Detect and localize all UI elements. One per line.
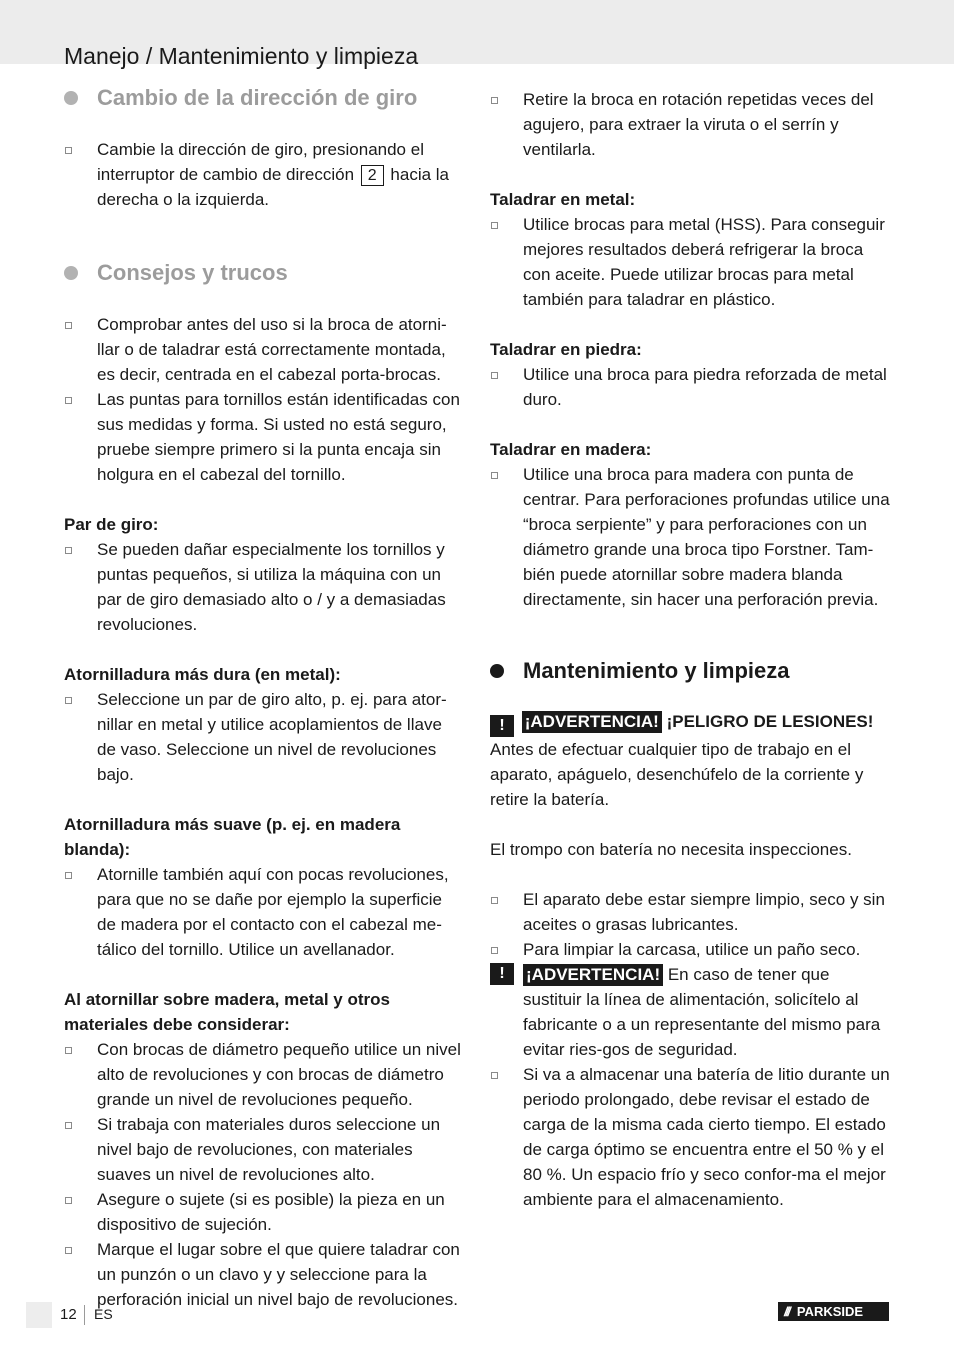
section-maintenance-title: Mantenimiento y limpieza — [490, 657, 890, 685]
battery-list — [490, 1062, 890, 1212]
drill-retract-list — [490, 87, 890, 162]
checkbox-square-icon — [65, 397, 72, 404]
wood-heading: Taladrar en madera: — [490, 440, 652, 459]
warning-text: Antes de efectuar cualquier tipo de trabajo en el aparato, apáguelo, desenchúfelo de la corriente y retire la batería. — [490, 740, 864, 809]
checkbox-square-icon — [65, 322, 72, 329]
list-item: Atornille también aquí con pocas revoluciones, para que no se dañe por ejemplo la superficie de madera por el contacto con el cabezal me-tálico del tornillo. Utilice un avellanador. — [64, 862, 464, 962]
footer-divider — [84, 1305, 85, 1325]
soft-screwing-list — [64, 862, 464, 962]
list-item: Se pueden dañar especialmente los tornillos y puntas pequeños, si utiliza la máquina con un par de giro demasiado alto o / y a demasiadas revoluciones. — [64, 537, 464, 637]
list-item: Utilice brocas para metal (HSS). Para conseguir mejores resultados deberá refrigerar la broca con aceite. Puede utilizar brocas para metal también para taladrar en plástico. — [490, 212, 890, 312]
warning-triangle-icon: ! — [490, 715, 514, 737]
no-inspection-text: El trompo con batería no necesita inspecciones. — [490, 840, 852, 859]
bullet-icon — [64, 91, 78, 105]
list-item: Cambie la dirección de giro, presionando el interruptor de cambio de dirección 2 hacia la derecha o la izquierda. — [64, 137, 464, 212]
checkbox-square-icon — [65, 1247, 72, 1254]
checkbox-square-icon — [65, 872, 72, 879]
list-item: Si va a almacenar una batería de litio durante un periodo prolongado, debe revisar el estado de carga de la misma cada cierto tiempo. El estado de carga óptimo se encuentra entre el 50 % y el 80 %. Un espacio frío y seco confor-ma el mejor ambiente para el almacenamiento. — [490, 1062, 890, 1212]
list-item: Utilice una broca para piedra reforzada de metal duro. — [490, 362, 890, 412]
checkbox-square-icon — [491, 897, 498, 904]
checkbox-square-icon — [65, 147, 72, 154]
bullet-icon — [490, 664, 504, 678]
left-column — [64, 84, 464, 1312]
list-item: Si trabaja con materiales duros seleccione un nivel bajo de revoluciones, con materiales suaves un nivel de revoluciones alto. — [64, 1112, 464, 1187]
list-item: Retire la broca en rotación repetidas veces del agujero, para extraer la viruta o el serrín y ventilarla. — [490, 87, 890, 162]
materials-list — [64, 1037, 464, 1312]
warning-injury — [490, 709, 890, 737]
tips-list — [64, 312, 464, 487]
metal-heading: Taladrar en metal: — [490, 190, 636, 209]
list-item: Seleccione un par de giro alto, p. ej. para ator-nillar en metal y utilice acoplamientos de llave de vaso. Seleccione un nivel de revoluciones bajo. — [64, 687, 464, 787]
checkbox-square-icon — [491, 947, 498, 954]
direction-list — [64, 137, 464, 212]
stone-list — [490, 362, 890, 412]
list-item: Con brocas de diámetro pequeño utilice un nivel alto de revoluciones y con brocas de diámetro grande un nivel de revoluciones pequeño. — [64, 1037, 464, 1112]
list-item: Utilice una broca para madera con punta de centrar. Para perforaciones profundas utilice una “broca serpiente” y para perforaciones con un diámetro grande una broca tipo Forstner. Tam-bién puede atornillar sobre madera blanda directamente, sin hacer una perforación previa. — [490, 462, 890, 612]
soft-screwing-heading: Atornilladura más suave (p. ej. en madera blanda): — [64, 815, 401, 859]
stone-heading: Taladrar en piedra: — [490, 340, 642, 359]
page-number: 12 — [60, 1306, 77, 1323]
warning-cable — [490, 962, 890, 1062]
materials-heading: Al atornillar sobre madera, metal y otros materiales debe considerar: — [64, 990, 390, 1034]
checkbox-square-icon — [491, 472, 498, 479]
list-item: Para limpiar la carcasa, utilice un paño seco. — [490, 937, 890, 962]
brand-slashes: /// — [784, 1304, 789, 1319]
maintenance-list — [490, 887, 890, 962]
right-column — [490, 87, 890, 1212]
torque-list — [64, 537, 464, 637]
checkbox-square-icon — [65, 1197, 72, 1204]
bullet-icon — [64, 266, 78, 280]
warning-label: ¡ADVERTENCIA! — [523, 964, 663, 986]
list-item: Comprobar antes del uso si la broca de atorni-llar o de taladrar está correctamente montada, es decir, centrada en el cabezal porta-brocas. — [64, 312, 464, 387]
metal-list — [490, 212, 890, 312]
checkbox-square-icon — [65, 547, 72, 554]
list-item: Las puntas para tornillos están identificadas con sus medidas y forma. Si usted no está seguro, pruebe siempre primero si la punta encaja sin holgura en el cabezal del tornillo. — [64, 387, 464, 487]
hard-screwing-heading: Atornilladura más dura (en metal): — [64, 665, 341, 684]
hard-screwing-list — [64, 687, 464, 787]
torque-heading: Par de giro: — [64, 515, 159, 534]
checkbox-square-icon — [491, 372, 498, 379]
brand-name: PARKSIDE — [796, 1304, 864, 1319]
checkbox-square-icon — [65, 697, 72, 704]
list-item: Asegure o sujete (si es posible) la pieza en un dispositivo de sujeción. — [64, 1187, 464, 1237]
checkbox-square-icon — [491, 222, 498, 229]
wood-list — [490, 462, 890, 612]
warning-text: En caso de tener que sustituir la línea de alimentación, solicítelo al fabricante o a un representante del mismo para evitar ries-gos de seguridad. — [523, 965, 881, 1059]
danger-label: ¡PELIGRO DE LESIONES! — [666, 712, 874, 731]
checkbox-square-icon — [65, 1122, 72, 1129]
checkbox-square-icon — [491, 1072, 498, 1079]
list-item: El aparato debe estar siempre limpio, seco y sin aceites o grasas lubricantes. — [490, 887, 890, 937]
warning-triangle-icon: ! — [490, 963, 514, 985]
section-direction-title: Cambio de la dirección de giro — [64, 84, 464, 112]
reference-number: 2 — [361, 165, 384, 186]
list-item: Marque el lugar sobre el que quiere taladrar con un punzón o un clavo y y seleccione para la perforación inicial un nivel bajo de revoluciones. — [64, 1237, 464, 1312]
language-code: ES — [94, 1306, 113, 1322]
page-title: Manejo / Mantenimiento y limpieza — [64, 43, 419, 70]
footer-page-tab — [26, 1302, 52, 1328]
checkbox-square-icon — [65, 1047, 72, 1054]
warning-label: ¡ADVERTENCIA! — [522, 711, 662, 733]
section-tips-title: Consejos y trucos — [64, 259, 464, 287]
checkbox-square-icon — [491, 97, 498, 104]
brand-logo — [778, 1302, 889, 1321]
